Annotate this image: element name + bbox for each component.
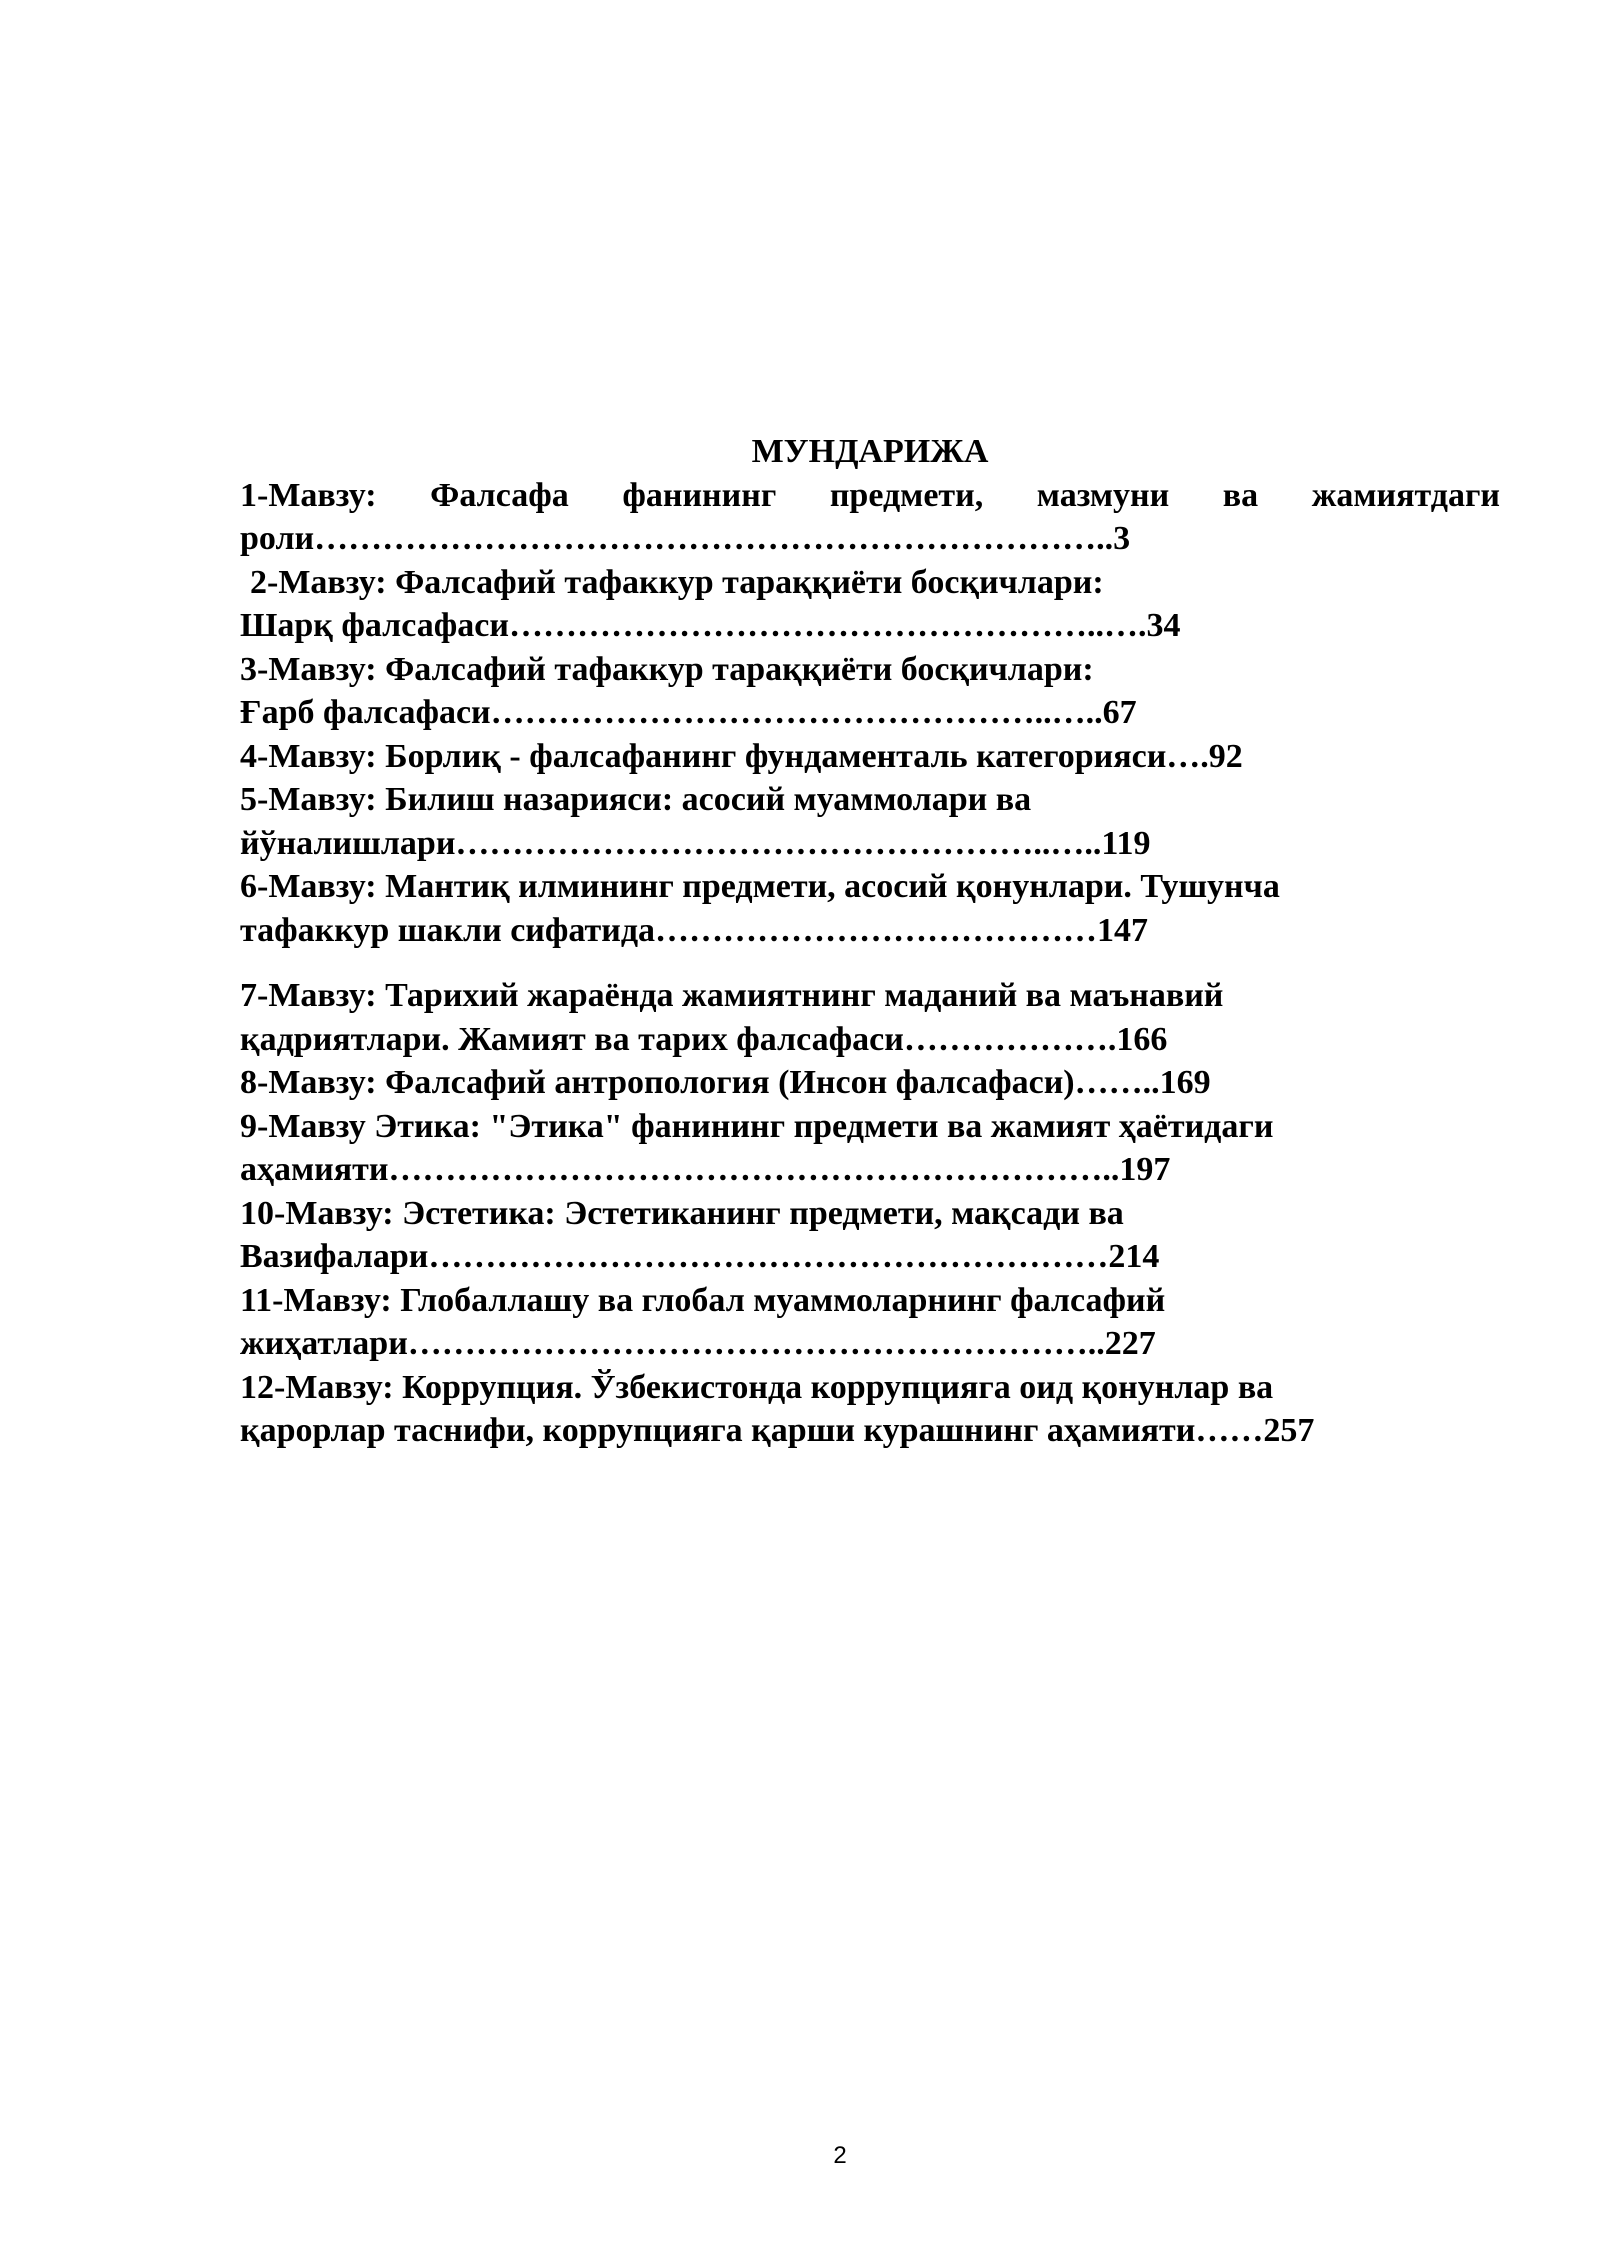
toc-entry-4 [240, 735, 1500, 779]
table-of-contents [240, 430, 1500, 1453]
toc-entry-3-line-1: 3-Мавзу: Фалсафий тафаккур тараққиёти босқичлари: [240, 650, 1094, 688]
toc-entry-3 [240, 648, 1500, 735]
toc-entry-10 [240, 1192, 1500, 1279]
toc-entry-1-line-1: 1-Мавзу: Фалсафа фанининг предмети, мазмуни ва жамиятдаги [240, 476, 1500, 514]
toc-entry-11-line-2: жиҳатлари……………………………………………………..227 [240, 1325, 1156, 1362]
toc-entry-7 [240, 974, 1500, 1061]
toc-entry-9 [240, 1105, 1500, 1192]
toc-entry-10-line-1: 10-Мавзу: Эстетика: Эстетиканинг предмети, мақсади ва [240, 1194, 1124, 1232]
page-number: 2 [833, 2142, 847, 2169]
toc-entry-6 [240, 865, 1500, 952]
toc-entry-3-line-2: Ғарб фалсафаси…………………………………………..…..67 [240, 694, 1137, 731]
toc-entry-5-line-1: 5-Мавзу: Билиш назарияси: асосий муаммолари ва [240, 781, 1032, 818]
toc-entry-12-line-2: қарорлар таснифи, коррупцияга қарши курашнинг аҳамияти……257 [240, 1412, 1315, 1449]
toc-entry-10-line-2: Вазифалари……………………………………………………214 [240, 1238, 1160, 1275]
toc-entry-5 [240, 778, 1500, 865]
toc-title: МУНДАРИЖА [751, 433, 989, 470]
toc-entry-6-line-1: 6-Мавзу: Мантиқ илмининг предмети, асосий қонунлари. Тушунча [240, 868, 1280, 905]
toc-entry-12-line-1: 12-Мавзу: Коррупция. Ўзбекистонда коррупцияга оид қонунлар ва [240, 1368, 1274, 1406]
toc-entry-1 [240, 474, 1500, 561]
toc-entry-9-line-1: 9-Мавзу Этика: "Этика" фанининг предмети ва жамият ҳаётидаги [240, 1107, 1274, 1145]
toc-entry-6-line-2: тафаккур шакли сифатида…………………………………147 [240, 911, 1149, 949]
toc-entry-7-line-1: 7-Мавзу: Тарихий жараёнда жамиятнинг маданий ва маънавий [240, 977, 1224, 1014]
toc-entry-8-line-1: 8-Мавзу: Фалсафий антропология (Инсон фалсафаси)……..169 [240, 1064, 1211, 1101]
toc-entry-2-line-1: 2-Мавзу: Фалсафий тафаккур тараққиёти босқичлари: [250, 563, 1104, 601]
toc-entry-12 [240, 1366, 1500, 1453]
toc-entry-11 [240, 1279, 1500, 1366]
toc-entry-5-line-2: йўналишлари……………………………………………..…..119 [240, 824, 1151, 862]
toc-entry-9-line-2: аҳамияти………………………………………………………..197 [240, 1151, 1171, 1188]
toc-entry-11-line-1: 11-Мавзу: Глобаллашу ва глобал муаммоларнинг фалсафий [240, 1281, 1166, 1319]
toc-entry-7-line-2: қадриятлари. Жамият ва тарих фалсафаси……………….166 [240, 1020, 1168, 1058]
toc-entry-2-line-2: Шарқ фалсафаси……………………………………………..….34 [240, 607, 1181, 644]
toc-entry-1-line-2: роли……………………………………………………………..3 [240, 520, 1131, 557]
toc-entry-4-line-1: 4-Мавзу: Борлиқ - фалсафанинг фундаменталь категорияси….92 [240, 737, 1243, 775]
toc-entry-2 [240, 561, 1500, 648]
toc-entry-8 [240, 1061, 1500, 1105]
